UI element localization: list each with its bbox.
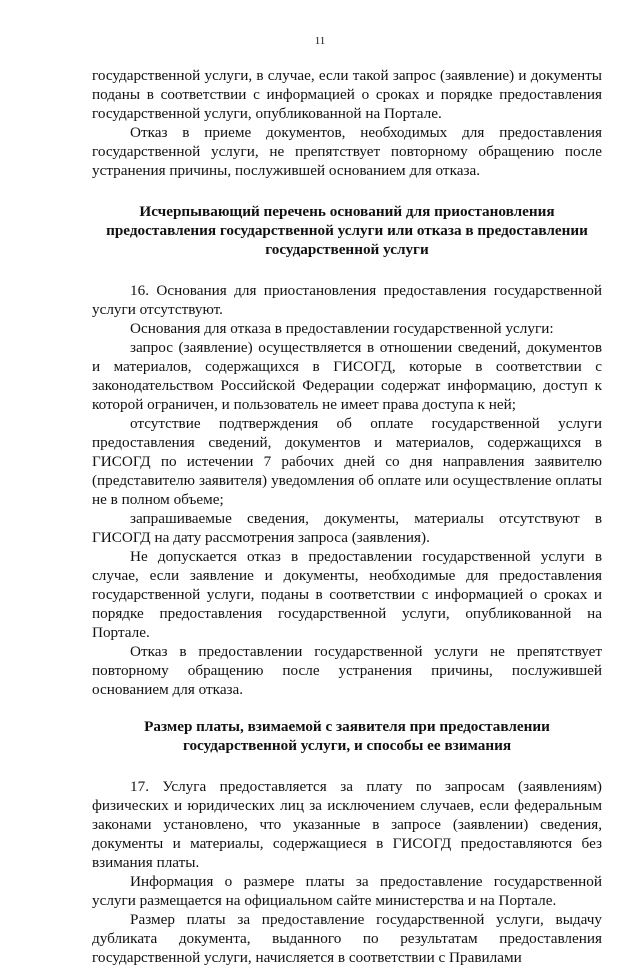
paragraph: Размер платы за предоставление государственной услуги, выдачу дубликата документа, выданного по результатам предоставления государственной услуги, начисляется в соответствии с Правилами xyxy=(92,911,602,966)
paragraph-17: 17. Услуга предоставляется за плату по запросам (заявлениям) физических и юридических лиц за исключением случаев, если федеральным законами установлено, что указанные в запросе (заявлении) сведения, документы и материалы, содержащиеся в ГИСОГД предоставляются без взимания платы. xyxy=(92,778,602,871)
paragraph: Не допускается отказ в предоставлении государственной услуги в случае, если заявление и документы, необходимые для предоставления государственной услуги, поданы в соответствии с информацией о сроках и порядке предоставления государственной услуги, опубликованной на Портале. xyxy=(92,548,602,641)
document-body xyxy=(92,66,602,967)
section-heading: Исчерпывающий перечень оснований для приостановления предоставления государственной услуги или отказа в предоставлении государственной услуги xyxy=(106,203,588,258)
paragraph: запрашиваемые сведения, документы, материалы отсутствуют в ГИСОГД на дату рассмотрения запроса (заявления). xyxy=(92,510,602,546)
paragraph: отсутствие подтверждения об оплате государственной услуги предоставления сведений, документов и материалов, содержащихся в ГИСОГД по истечении 7 рабочих дней со дня направления заявителю (представителю заявителя) уведомления об оплате или осуществление оплаты не в полном объеме; xyxy=(92,415,602,508)
page-number: 11 xyxy=(314,35,326,47)
paragraph: запрос (заявление) осуществляется в отношении сведений, документов и материалов, содержащихся в ГИСОГД, которые в соответствии с законодательством Российской Федерации содержат информацию, доступ к которой ограничен, и пользователь не имеет права доступа к ней; xyxy=(92,339,602,413)
section-heading: Размер платы, взимаемой с заявителя при предоставлении государственной услуги, и способы ее взимания xyxy=(144,718,550,754)
paragraph: Основания для отказа в предоставлении государственной услуги: xyxy=(130,320,554,337)
paragraph: Отказ в предоставлении государственной услуги не препятствует повторному обращению после устранения причины, послужившей основанием для отказа. xyxy=(92,643,602,698)
paragraph: государственной услуги, в случае, если такой запрос (заявление) и документы поданы в соответствии с информацией о сроках и порядке предоставления государственной услуги, опубликованной на Портале. xyxy=(92,67,602,122)
paragraph-16: 16. Основания для приостановления предоставления государственной услуги отсутствуют. xyxy=(92,282,602,318)
paragraph: Отказ в приеме документов, необходимых для предоставления государственной услуги, не препятствует повторному обращению после устранения причины, послужившей основанием для отказа. xyxy=(92,124,602,179)
paragraph: Информация о размере платы за предоставление государственной услуги размещается на официальном сайте министерства и на Портале. xyxy=(92,873,602,909)
